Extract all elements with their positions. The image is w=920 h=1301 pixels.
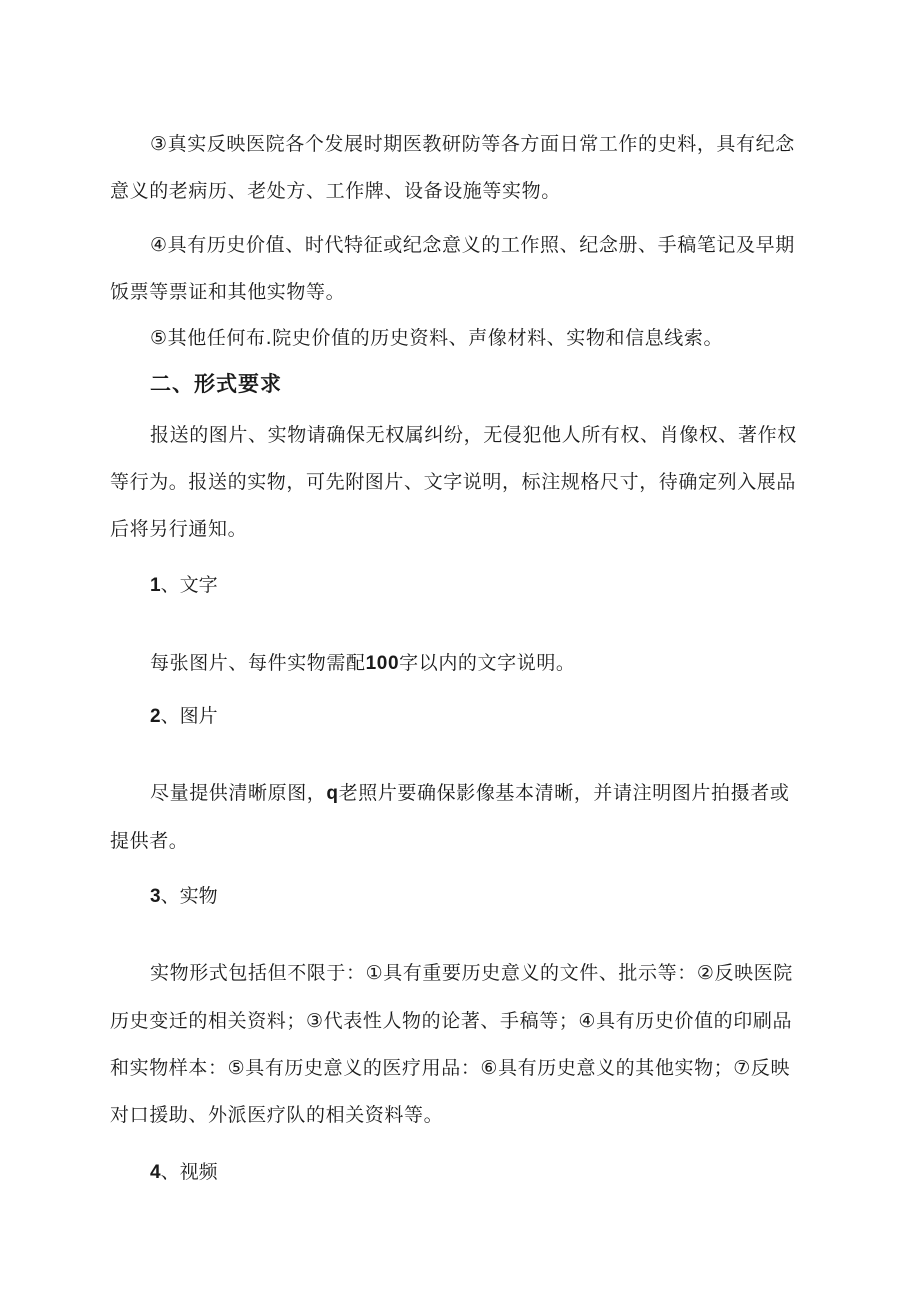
sub2-line1-pre: 尽量提供清晰原图， [150, 782, 327, 804]
sub3-line4: 对口援助、外派医疗队的相关资料等。 [110, 1104, 444, 1126]
sub1-body [150, 650, 820, 677]
sub3-line1: 实物形式包括但不限于：①具有重要历史意义的文件、批示等：②反映医院 [150, 962, 793, 984]
sub2-number: 2 [150, 706, 161, 727]
item3-line2: 意义的老病历、老处方、工作牌、设备设施等实物。 [110, 180, 561, 202]
sub3-line3: 和实物样本：⑤具有历史意义的医疗用品：⑥具有历史意义的其他实物；⑦反映 [110, 1057, 791, 1079]
sub3-number: 3 [150, 886, 161, 907]
sub2-line1-q: q [326, 783, 339, 804]
sub3-line2: 历史变迁的相关资料；③代表性人物的论著、手稿等；④具有历史价值的印刷品 [110, 1010, 793, 1032]
sub4-number: 4 [150, 1162, 161, 1183]
sub3-heading [150, 883, 218, 910]
sub2-heading [150, 703, 218, 730]
item4-line1: ④具有历史价值、时代特征或纪念意义的工作照、纪念册、手稿笔记及早期 [150, 234, 795, 256]
intro-line1: 报送的图片、实物请确保无权属纠纷，无侵犯他人所有权、肖像权、著作权 [150, 424, 797, 446]
sub1-body-pre: 每张图片、每件实物需配 [150, 652, 366, 674]
intro-line3: 后将另行通知。 [110, 518, 248, 540]
sub4-heading [150, 1159, 218, 1186]
sub4-label: 、视频 [160, 1161, 218, 1183]
section2-title: 二、形式要求 [150, 372, 282, 396]
sub2-label: 、图片 [160, 705, 218, 727]
sub1-body-post: 字以内的文字说明。 [399, 652, 576, 674]
sub1-number: 1 [150, 575, 161, 596]
sub1-label: 、文字 [160, 574, 218, 596]
sub2-line2: 提供者。 [110, 830, 189, 852]
sub1-heading [150, 572, 218, 599]
item3-line1: ③真实反映医院各个发展时期医教研防等各方面日常工作的史料，具有纪念 [150, 133, 795, 155]
intro-line2: 等行为。报送的实物，可先附图片、文字说明，标注规格尺寸，待确定列入展品 [110, 471, 797, 493]
sub3-label: 、实物 [160, 885, 218, 907]
sub2-line1 [150, 780, 820, 807]
sub2-line1-post: 老照片要确保影像基本清晰，并请注明图片拍摄者或 [338, 782, 790, 804]
sub1-body-number: 100 [365, 653, 400, 674]
item5-line1: ⑤其他任何布.院史价值的历史资料、声像材料、实物和信息线索。 [150, 327, 724, 349]
item4-line2: 饭票等票证和其他实物等。 [110, 281, 346, 303]
